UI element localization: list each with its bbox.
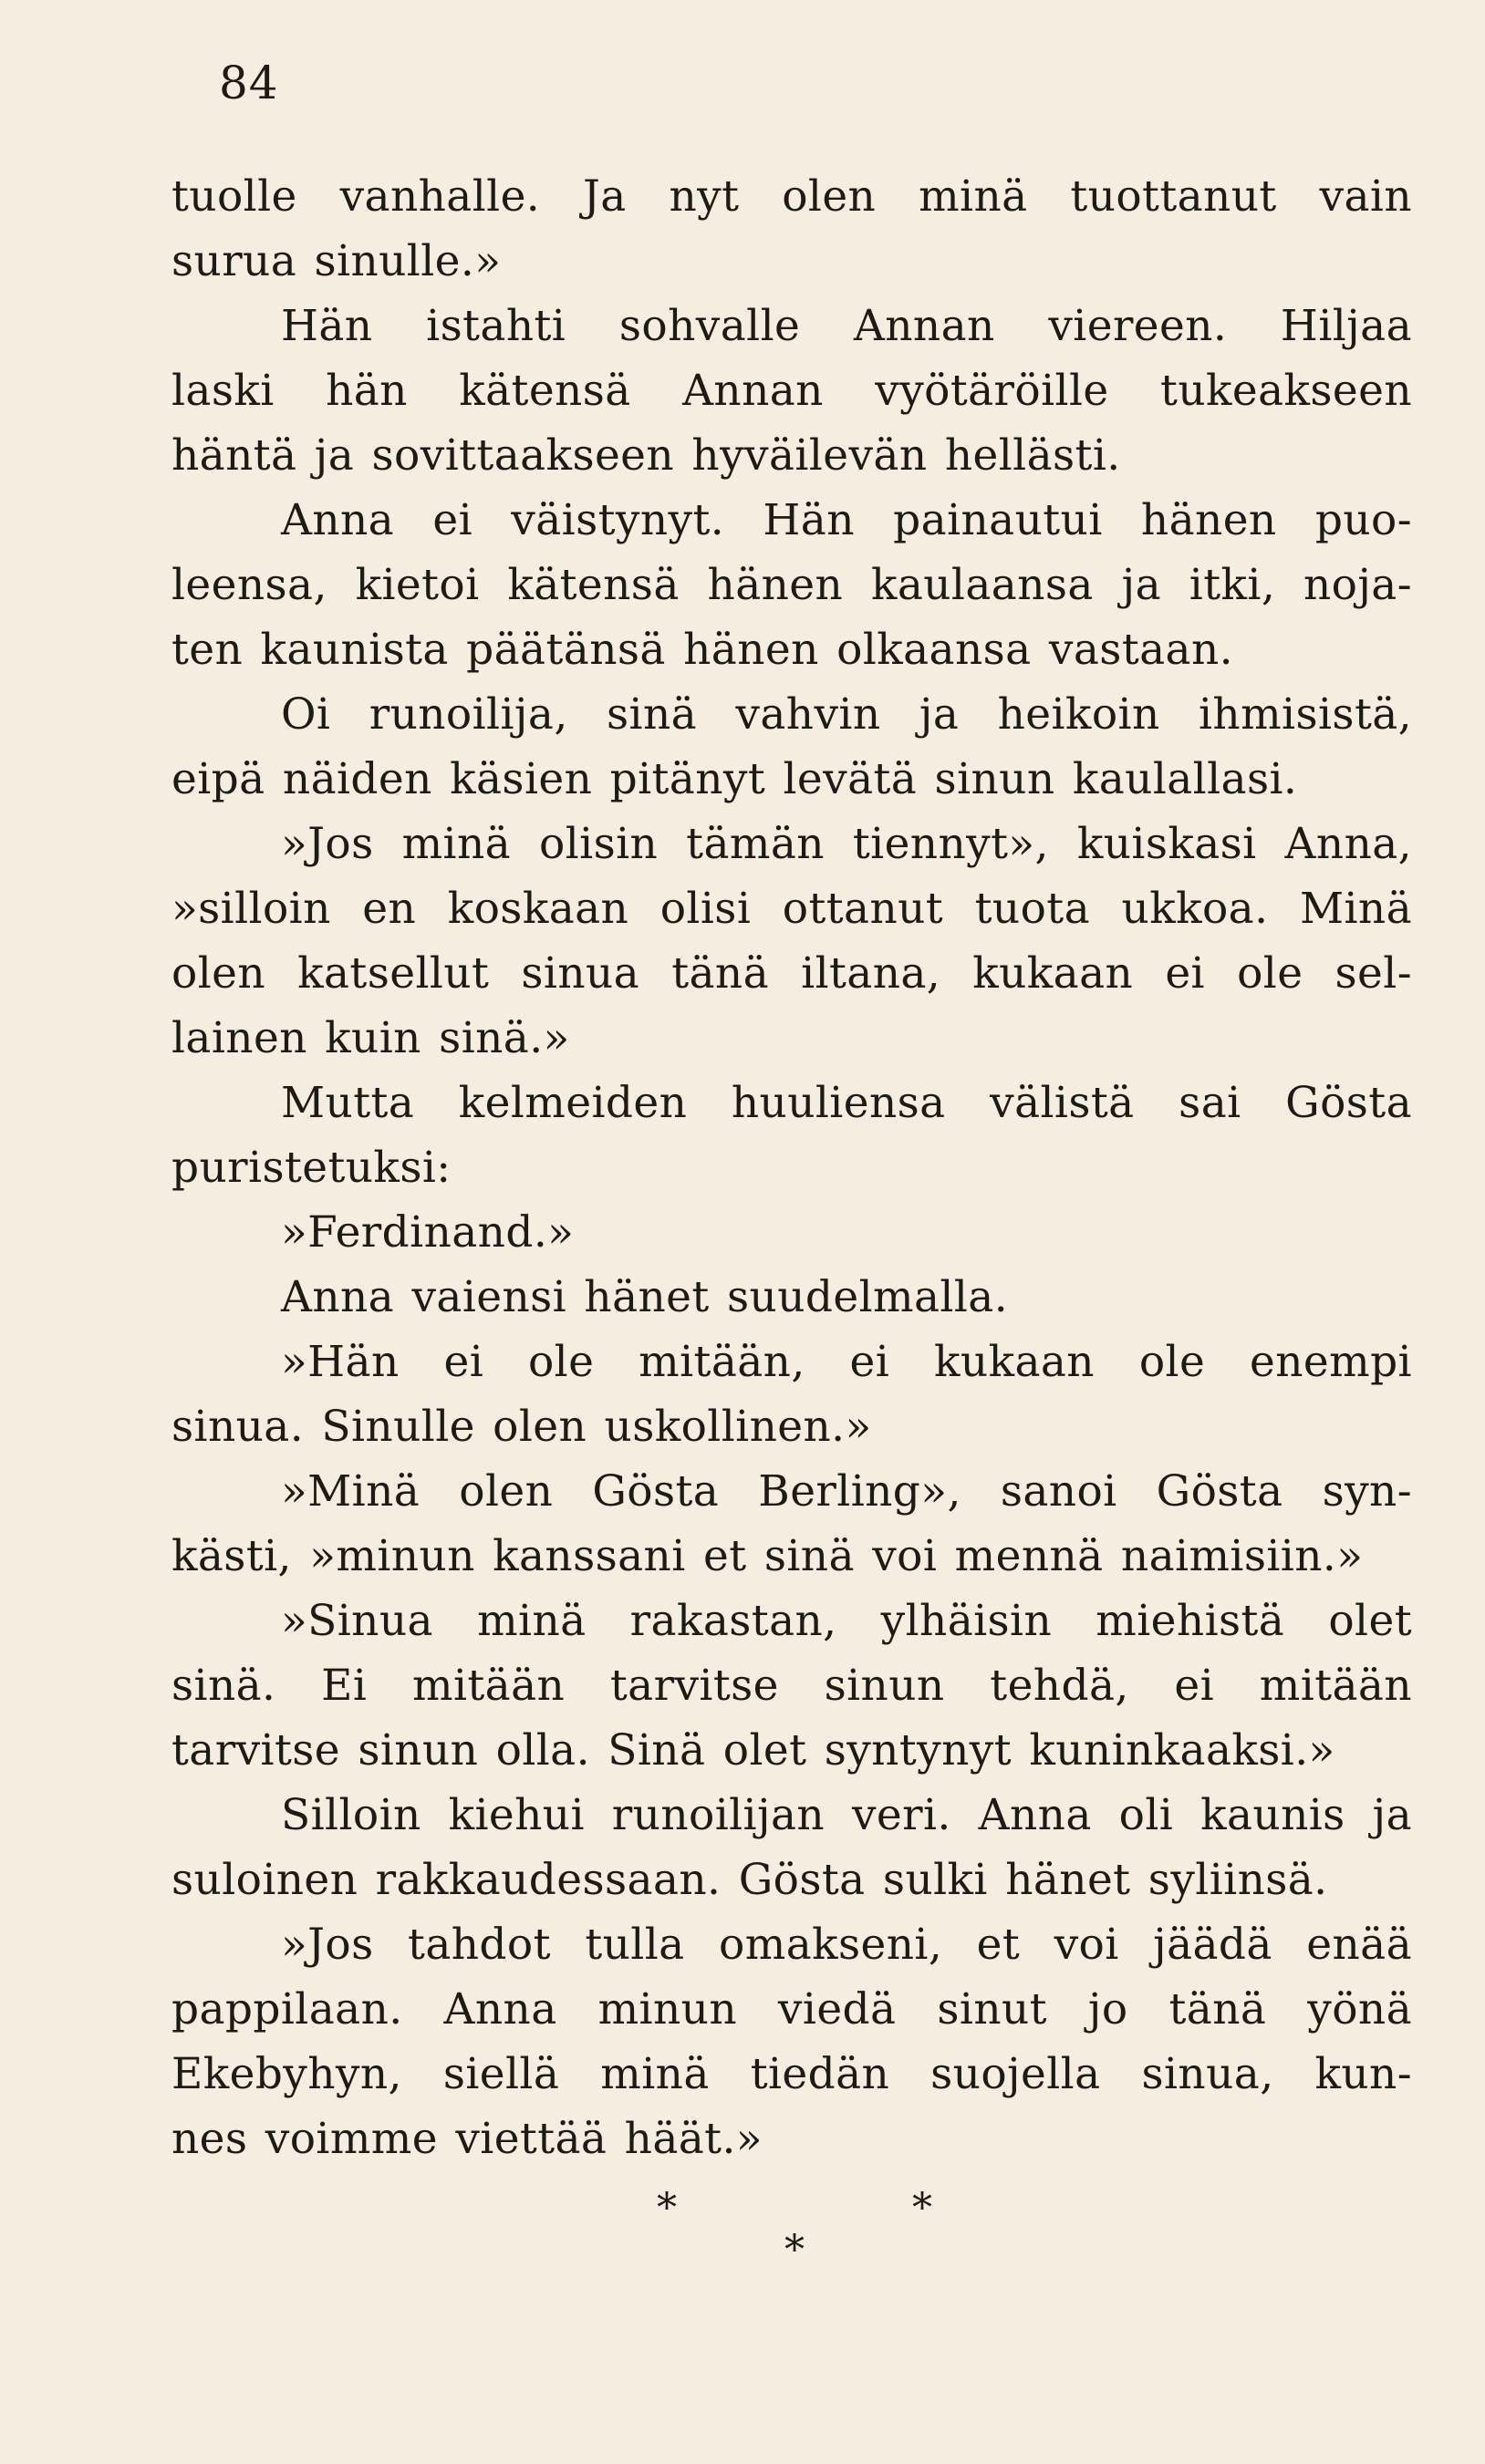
body-text [171,164,1412,2171]
text-line: »Jos tahdot tulla omakseni, et voi jäädä enää [281,1920,1412,1970]
text-line: lainen kuin sinä.» [171,1013,570,1063]
text-line: sinua. Sinulle olen uskollinen.» [171,1402,872,1452]
text-line: kästi, »minun kanssani et sinä voi mennä naimisiin.» [171,1531,1364,1581]
text-line: Ekebyhyn, siellä minä tiedän suojella sinua, kun- [171,2049,1412,2099]
text-line: tuolle vanhalle. Ja nyt olen minä tuottanut vain [171,171,1412,222]
page-number: 84 [219,57,279,109]
text-line: nes voimme viettää häät.» [171,2114,763,2164]
text-line: Anna vaiensi hänet suudelmalla. [281,1272,1009,1322]
text-line: Hän istahti sohvalle Annan viereen. Hiljaa [281,301,1412,351]
text-line: »Sinua minä rakastan, ylhäisin miehistä olet [281,1596,1412,1646]
asterisk-mark: * [912,2185,932,2231]
text-line: tarvitse sinun olla. Sinä olet syntynyt kuninkaaksi.» [171,1725,1335,1776]
text-line: leensa, kietoi kätensä hänen kaulaansa ja itki, noja- [171,560,1412,610]
text-line: Mutta kelmeiden huuliensa välistä sai Gösta [281,1078,1412,1128]
text-line: suloinen rakkaudessaan. Gösta sulki hänet syliinsä. [171,1855,1328,1905]
text-line: olen katsellut sinua tänä iltana, kukaan ei ole sel- [171,948,1412,999]
text-line: laski hän kätensä Annan vyötäröille tukeakseen [171,366,1412,416]
text-line: Anna ei väistynyt. Hän painautui hänen puo- [281,495,1412,545]
text-line: eipä näiden käsien pitänyt levätä sinun kaulallasi. [171,754,1298,804]
text-line: Oi runoilija, sinä vahvin ja heikoin ihmisistä, [281,689,1412,740]
text-line: pappilaan. Anna minun viedä sinut jo tänä yönä [171,1984,1412,2034]
section-break-asterism [639,2179,967,2280]
text-line: »silloin en koskaan olisi ottanut tuota ukkoa. Minä [171,884,1412,934]
text-line: puristetuksi: [171,1143,452,1193]
text-line: häntä ja sovittaakseen hyväilevän hellästi. [171,430,1121,481]
text-line: surua sinulle.» [171,236,502,286]
text-line: »Hän ei ole mitään, ei kukaan ole enempi [281,1337,1412,1387]
text-line: »Jos minä olisin tämän tiennyt», kuiskasi Anna, [281,819,1412,869]
text-line: ten kaunista päätänsä hänen olkaansa vastaan. [171,625,1233,675]
asterisk-mark: * [784,2227,805,2273]
text-line: Silloin kiehui runoilijan veri. Anna oli kaunis ja [281,1790,1412,1840]
asterisk-mark: * [657,2185,677,2231]
text-line: »Minä olen Gösta Berling», sanoi Gösta syn- [281,1466,1412,1517]
text-line: sinä. Ei mitään tarvitse sinun tehdä, ei mitään [171,1661,1412,1711]
text-line: »Ferdinand.» [281,1207,575,1258]
